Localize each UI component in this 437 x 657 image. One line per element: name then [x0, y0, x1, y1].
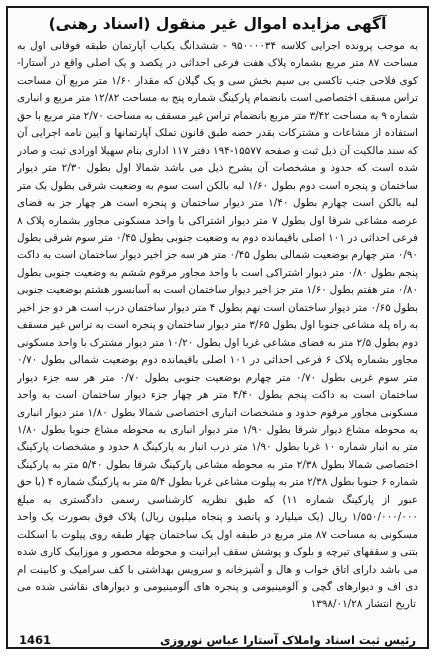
publication-date: تاریخ انتشار ۱۳۹۸/۰۱/۲۸	[310, 598, 416, 610]
notice-body: به موجب پرونده اجرایی کلاسه ۹۵۰۰۰۰۳۴ - ششدانگ یکباب آپارتمان طبقه فوقانی اول به مساحت ۸۷ متر مربع بشماره پلاک هفت فرعی احداثی در یکصد و یک اصلی واقع در آستارا- کوی فلاحی جنب تاکسی بی سیم بخش سی و یک گیلان که مقدار ۱/۶۰ متر مربع آن مساحت تراس مسقف اختصاصی است بانضمام پارکینگ شماره پنج به مساحت ۱۲/۸۲ متر مربع و انباری شماره ۹ به مساحت ۳/۴۲ متر مربع بانضمام تراس غیر مسقف به مساحت ۲/۷۰ متر مربع با حق استفاده از مشاعات و مشترکات بقدر حصه طبق قانون تملک آپارتمانها و آیین نامه اجرایی آن که سند مالکیت آن ذیل ثبت و صفحه ۱۵۵۷۷-۱۹۴ دفتر ۱۱۷ اداری بنام سهیلا اورادی ثبت و صادر شده است که حدود و مشخصات آن بشرح ذیل می باشد شمالا اول بطول ۲/۳۰ متر دیوار ساختمان و پنجره است دوم بطول ۱/۶۰ لبه بالکن است سوم به وضعیت شرقی بطول یک متر لبه بالکن است چهارم بطول ۱/۴۰ متر دیوار ساختمان و پنجره است هر چهار جز به فضای عرصه مشاعی شرقا اول بطول ۷ متر دیوار اشتراکی با واحد مسکونی مجاور بشماره پلاک ۸ فرعی احداثی در ۱۰۱ اصلی باقیمانده دوم به وضعیت جنوبی بطول ۰/۴۵ متر سوم شرقی بطول ۰/۹۰ متر چهارم بوضعیت شمالی بطول ۰/۴۵ متر هر سه جز اخیر دیوار ساختمان است به داکت پنجم بطول ۰/۸۰ متر دیوار اشتراکی است با واحد مجاور مرقوم ششم به وضعیت جنوبی بطول ۰/۸۰ متر هفتم بطول ۱/۶۰ متر جز اخیر دیوار ساختمان است به آسانسور هشتم بوضعیت جنوبی بطول ۰/۶۵ متر دیوار ساختمان است نهم بطول ۴ متر دیوار ساختمان درب است هر دو جز اخیر به راه پله مشاعی جنوبا اول بطول ۳/۶۵ متر دیوار ساختمان و پنجره است به تراس غیر مسقف دوم بطول ۲/۵ متر به فضای مشاعی غربا اول بطول ۱۰/۲۰ متر دیوار مشترک با واحد مسکونی مجاور بشماره پلاک ۶ فرعی احداثی در ۱۰۱ اصلی باقیمانده دوم بوضعیت شمالی بطول ۰/۷۰ متر سوم غربی بطول ۰/۷۰ متر چهارم بوضعیت جنوبی بطول ۰/۷۰ متر هر سه جزء دیوار ساختمان است به داکت پنجم بطول ۴/۴۰ متر هر چهار جزء دیوار ساختمان است به واحد مسکونی مجاور مرقوم حدود و مشخصات انباری اختصاصی شمالا بطول ۱/۸۰ متر دیوار انباری به محوطه مشاع دیوار شرقا بطول ۱/۹۰ متر دیوار انباری به محوطه مشاع جنوبا بطول ۱/۸۰ متر به انبار شماره ۱۰ غربا بطول ۱/۹۰ متر درب انبار به پارکینگ ۸ حدود و مشخصات پارکینگ اختصاصی شمالا بطول ۲/۳۸ متر به محوطه مشاعی پارکینگ شرقا بطول ۵/۴۰ متر به پارکینگ شماره ۶ جنوبا بطول ۲/۳۸ متر به پیلوت مشاعی غربا بطول ۵/۴ متر به پارکینگ شماره ۴ (با حق عبور از پارکینگ شماره ۱۱) که طبق نظریه کارشناسی رسمی دادگستری به مبلغ ۱/۵۵۰/۰۰۰/۰۰۰ ریال (یک میلیارد و پانصد و پنجاه میلیون ریال) پلاک فوق بصورت یک واحد مسکونی به مساحت ۸۷ متر مربع در طبقه اول یک ساختمان چهار طبقه روی پیلوت با اسکلت بتنی و سقفهای تیرچه و بلوک و پوشش سقف ایرانیت و محوطه محصور و موزاییک کاری شده می باشد دارای اتاق خواب و هال و آشپزخانه و سرویس بهداشتی با کف سرامیک و کابینت ام دی اف و دیوارهای گچی و آلومینیومی و پنجره های آلومینیومی و دیوارهای نقاشی شده می	[17, 40, 418, 594]
signature-line: رئیس ثبت اسناد واملاک آستارا عباس نوروزی	[160, 633, 416, 647]
notice-footer	[17, 633, 418, 647]
notice-code: 1461	[19, 633, 52, 647]
auction-notice	[6, 6, 429, 649]
notice-title: آگهی مزایده اموال غیر منقول (اسناد رهنی)	[48, 15, 387, 33]
